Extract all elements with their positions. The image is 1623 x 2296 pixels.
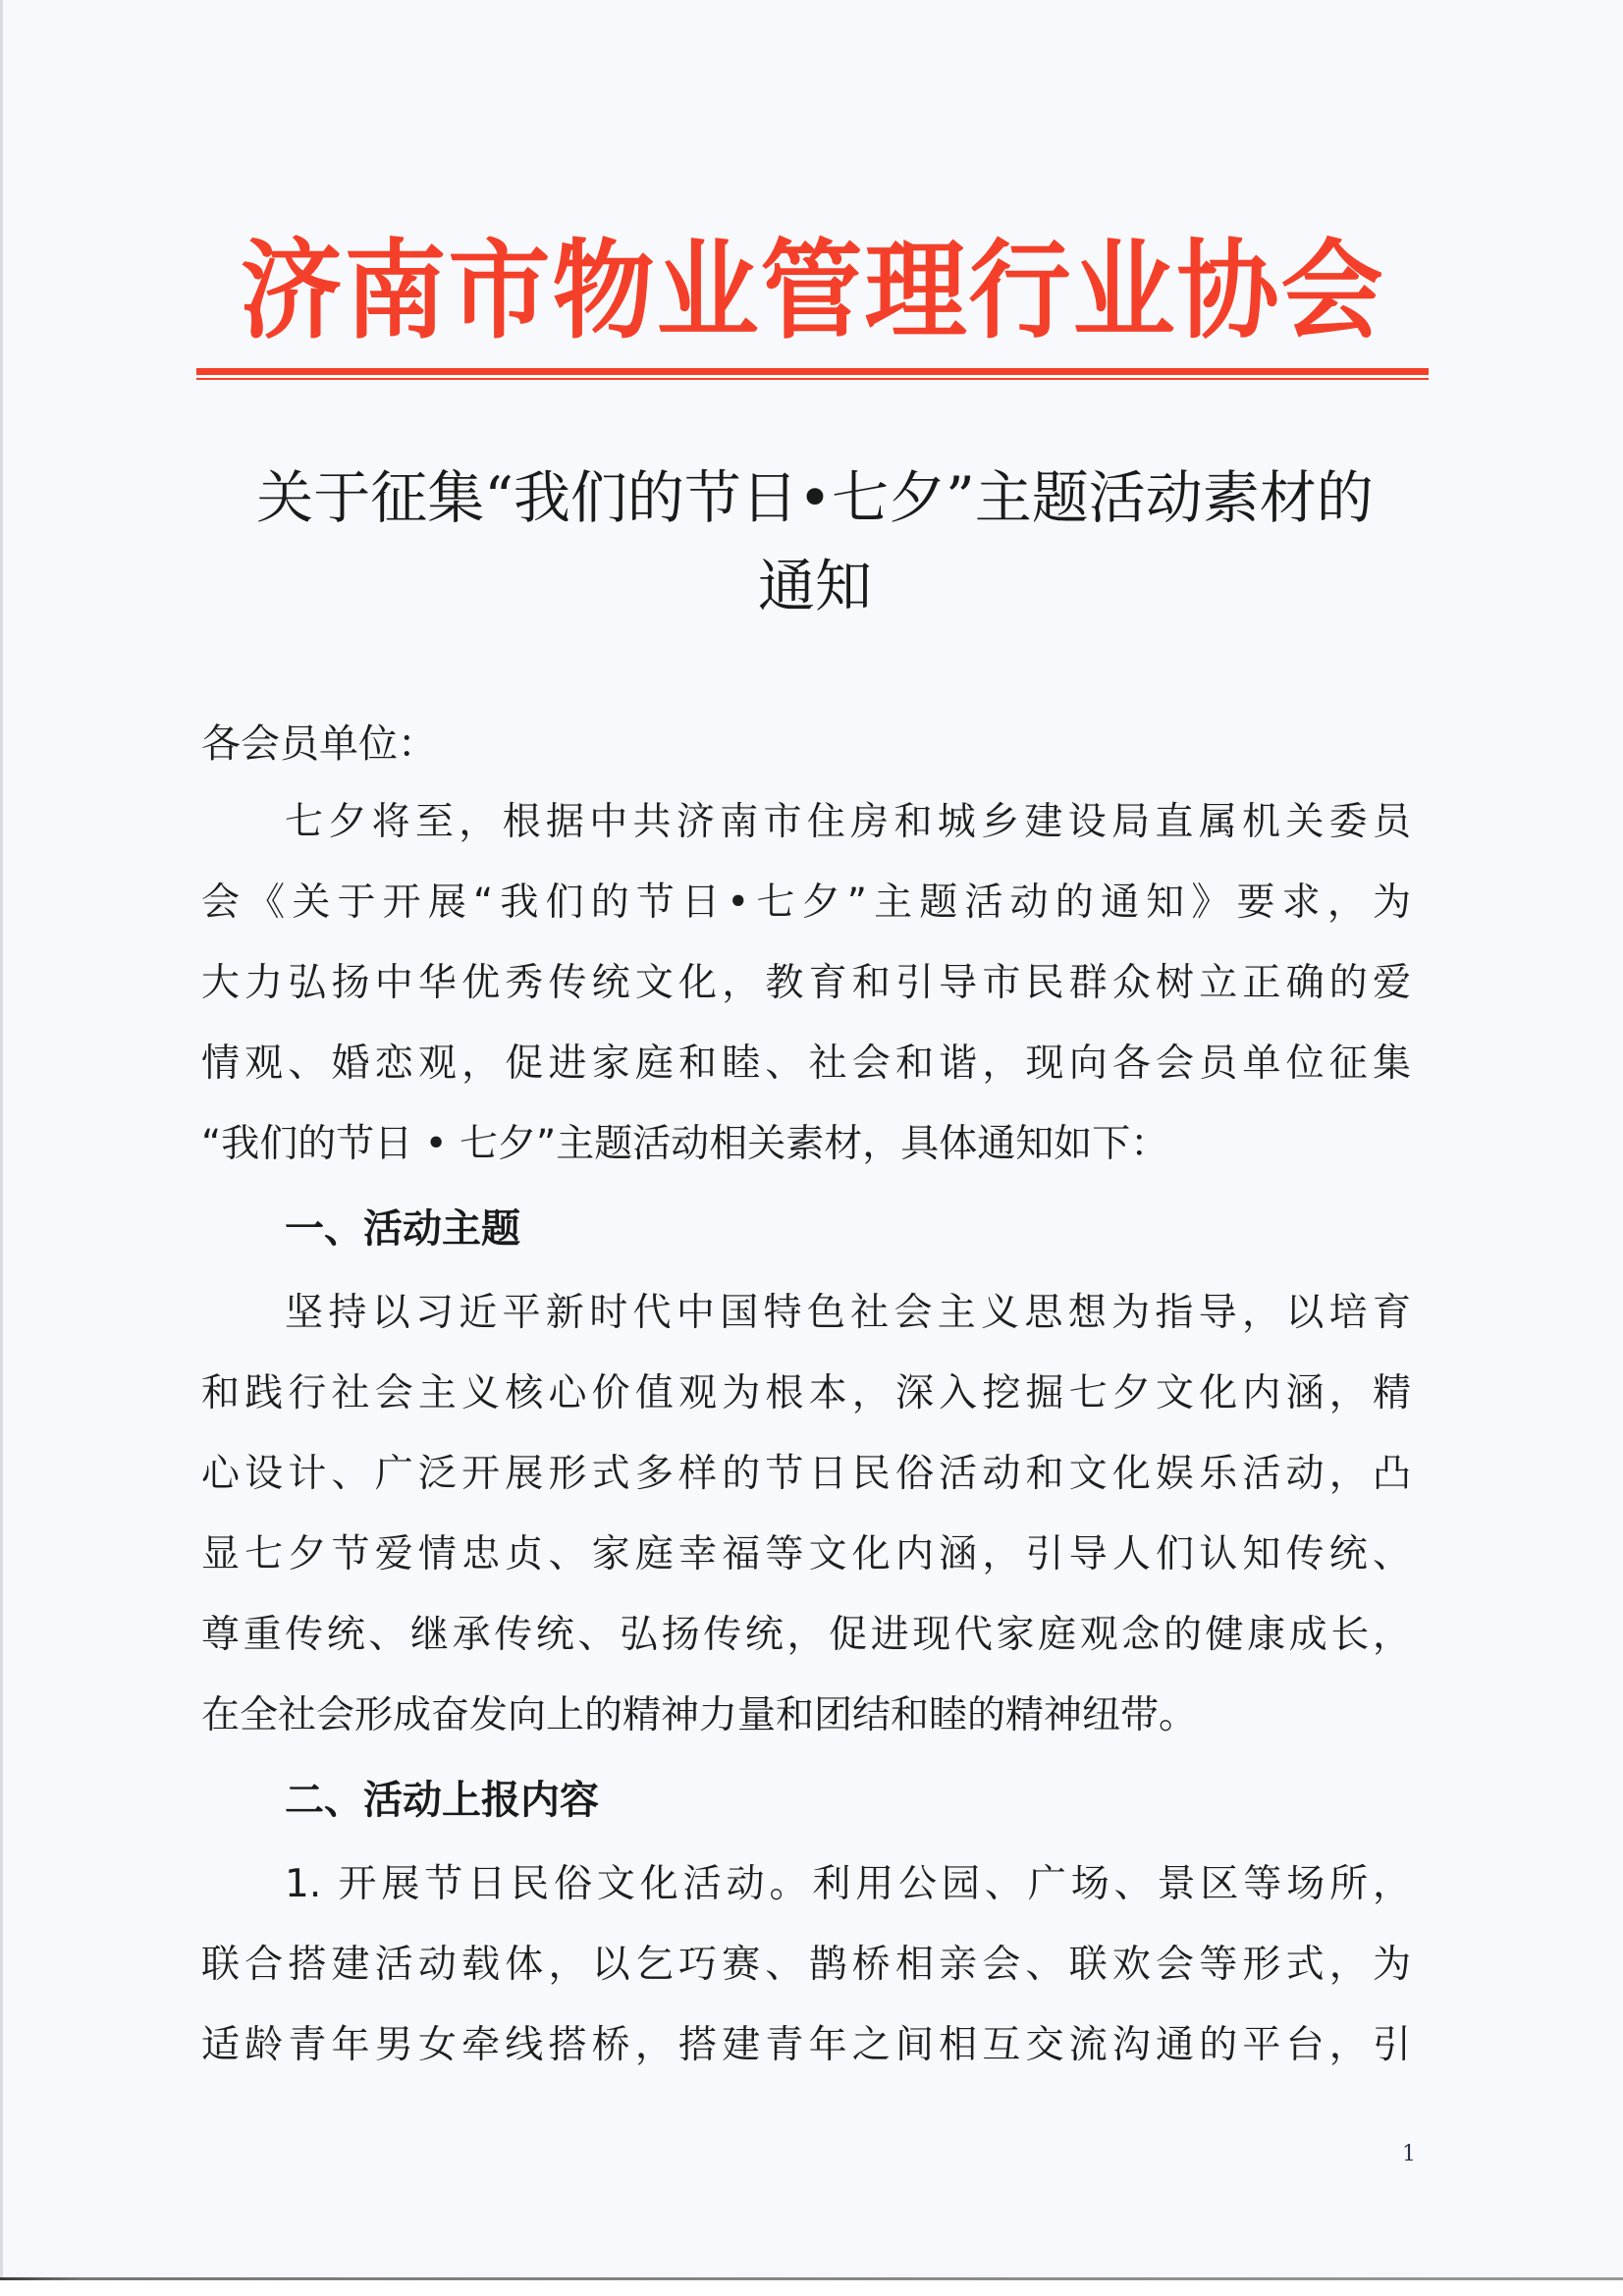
document-title — [187, 454, 1443, 630]
section-theme-line: 心设计、广泛开展形式多样的节日民俗活动和文化娱乐活动，凸 — [201, 1452, 1411, 1496]
section-report-line: 适龄青年男女牵线搭桥，搭建青年之间相互交流沟通的平台，引 — [201, 2023, 1411, 2067]
intro-line: 情观、婚恋观，促进家庭和睦、社会和谐，现向各会员单位征集 — [201, 1041, 1411, 1086]
section-theme-line: 显七夕节爱情忠贞、家庭幸福等文化内涵，引导人们认知传统、 — [201, 1532, 1411, 1576]
section-theme-line: 坚持以习近平新时代中国特色社会主义思想为指导，以培育 — [285, 1291, 1411, 1335]
title-line-2: 通知 — [757, 553, 872, 619]
intro-line: “我们的节日 • 七夕”主题活动相关素材，具体通知如下： — [201, 1122, 1169, 1166]
salutation: 各会员单位： — [201, 721, 437, 767]
page-number: 1 — [1402, 2142, 1416, 2166]
section-heading-report-content: 二、活动上报内容 — [285, 1778, 599, 1823]
masthead-rule-thin — [196, 378, 1429, 380]
masthead-rule-thick — [196, 368, 1429, 375]
section-theme-line: 尊重传统、继承传统、弘扬传统，促进现代家庭观念的健康成长， — [201, 1613, 1411, 1657]
section-heading-theme: 一、活动主题 — [285, 1206, 520, 1252]
section-theme-line: 和践行社会主义核心价值观为根本，深入挖掘七夕文化内涵，精 — [201, 1371, 1411, 1415]
section-report-line: 1. 开展节日民俗文化活动。利用公园、广场、景区等场所， — [285, 1862, 1411, 1906]
scan-background — [0, 2280, 1623, 2296]
section-report-line: 联合搭建活动载体，以乞巧赛、鹊桥相亲会、联欢会等形式，为 — [201, 1943, 1411, 1987]
title-line-1: 关于征集“我们的节日•七夕”主题活动素材的 — [256, 464, 1374, 531]
intro-line: 大力弘扬中华优秀传统文化，教育和引导市民群众树立正确的爱 — [201, 961, 1411, 1005]
intro-line: 七夕将至，根据中共济南市住房和城乡建设局直属机关委员 — [285, 800, 1411, 844]
page-left-edge — [0, 0, 3, 2280]
intro-line: 会《关于开展“我们的节日•七夕”主题活动的通知》要求，为 — [201, 881, 1411, 925]
organization-masthead: 济南市物业管理行业协会 — [240, 226, 1385, 354]
section-theme-line: 在全社会形成奋发向上的精神力量和团结和睦的精神纽带。 — [201, 1693, 1198, 1737]
